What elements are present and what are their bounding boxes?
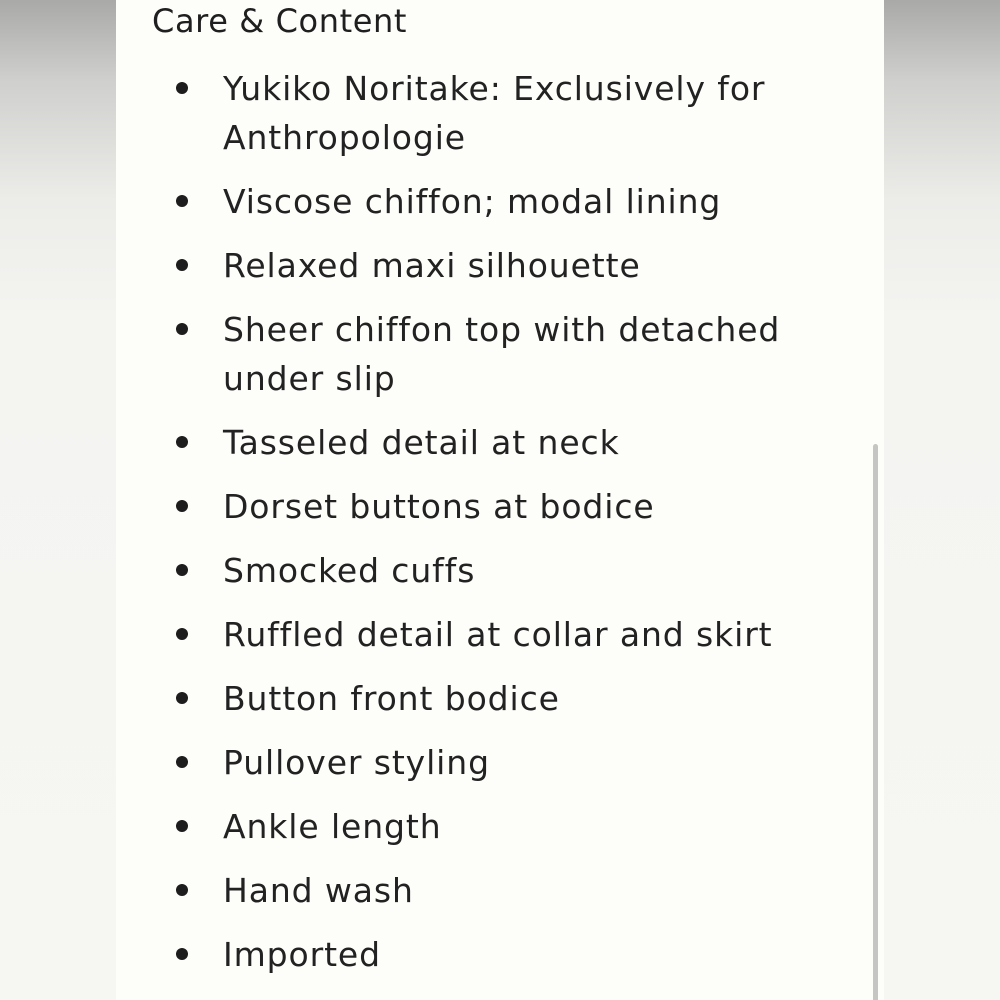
bullet-icon <box>176 323 188 335</box>
care-content-list <box>116 64 856 994</box>
list-item <box>116 546 856 595</box>
list-item-text: Yukiko Noritake: Exclusively for Anthropologie <box>223 69 766 157</box>
list-item-text: Pullover styling <box>223 743 490 782</box>
bullet-icon <box>176 820 188 832</box>
bullet-icon <box>176 884 188 896</box>
bullet-icon <box>176 436 188 448</box>
list-item-text: Hand wash <box>223 871 414 910</box>
list-item <box>116 674 856 723</box>
list-item <box>116 738 856 787</box>
list-item-text: Ruffled detail at collar and skirt <box>223 615 773 654</box>
bullet-icon <box>176 259 188 271</box>
product-details-panel <box>116 0 884 1000</box>
bullet-icon <box>176 82 188 94</box>
list-item <box>116 177 856 226</box>
list-item <box>116 866 856 915</box>
scrollbar-thumb[interactable] <box>873 444 878 1000</box>
list-item-text: Smocked cuffs <box>223 551 476 590</box>
list-item <box>116 418 856 467</box>
list-item <box>116 305 856 403</box>
bullet-icon <box>176 195 188 207</box>
list-item-text: Ankle length <box>223 807 442 846</box>
list-item-text: Button front bodice <box>223 679 560 718</box>
list-item-text: Tasseled detail at neck <box>223 423 620 462</box>
list-item <box>116 802 856 851</box>
list-item <box>116 482 856 531</box>
list-item <box>116 64 856 162</box>
list-item-text: Sheer chiffon top with detached under slip <box>223 310 781 398</box>
bullet-icon <box>176 564 188 576</box>
bullet-icon <box>176 948 188 960</box>
bullet-icon <box>176 500 188 512</box>
list-item-text: Relaxed maxi silhouette <box>223 246 641 285</box>
bullet-icon <box>176 628 188 640</box>
list-item-text: Imported <box>223 935 381 974</box>
list-item <box>116 610 856 659</box>
bullet-icon <box>176 756 188 768</box>
list-item-text: Viscose chiffon; modal lining <box>223 182 722 221</box>
list-item <box>116 930 856 979</box>
list-item <box>116 241 856 290</box>
care-content-heading: Care & Content <box>152 2 408 40</box>
list-item-text: Dorset buttons at bodice <box>223 487 655 526</box>
bullet-icon <box>176 692 188 704</box>
